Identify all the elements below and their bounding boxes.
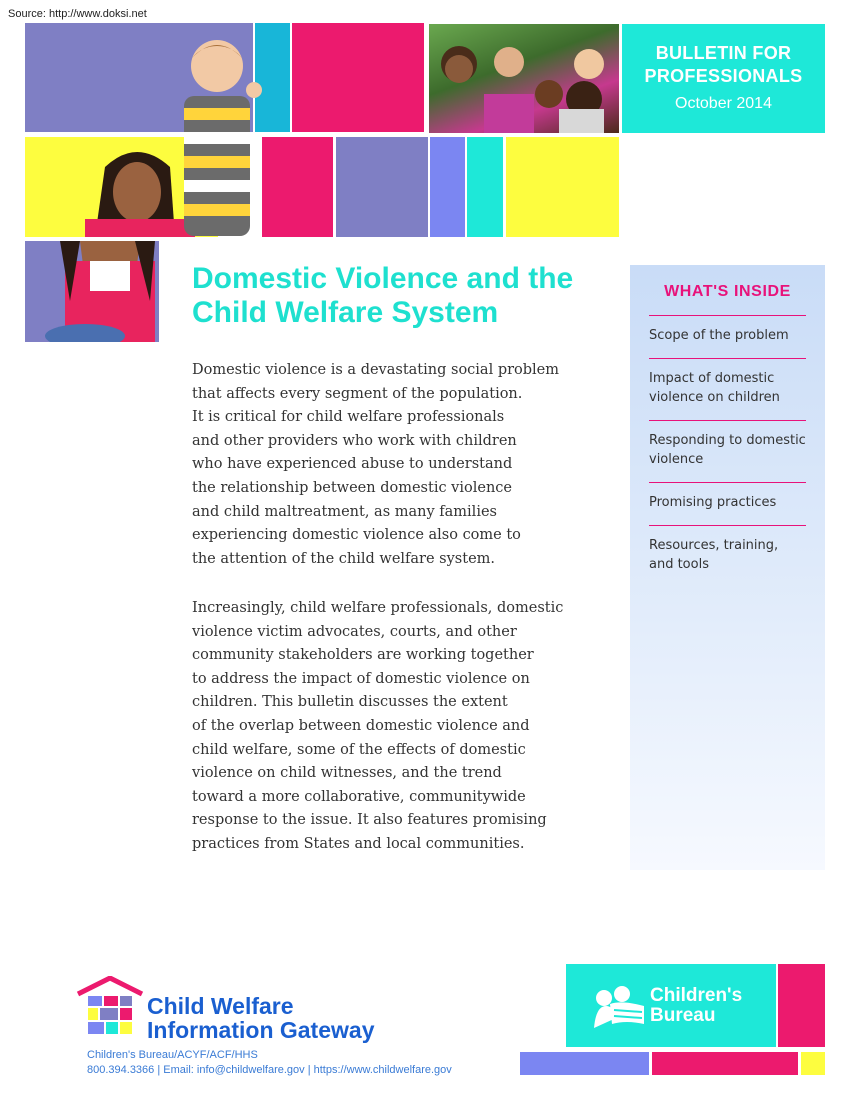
cwig-logo-icon xyxy=(76,976,144,1040)
boy-photo xyxy=(172,28,262,236)
page-title-line1: Domestic Violence and the xyxy=(192,262,574,295)
whats-inside-item[interactable]: Impact of domestic violence on children xyxy=(649,358,806,420)
intro-line: and other providers who work with children xyxy=(192,432,517,449)
bulletin-date: October 2014 xyxy=(675,95,772,112)
bulletin-title xyxy=(622,42,825,88)
whats-inside-item[interactable]: Promising practices xyxy=(649,482,806,525)
whats-inside-list xyxy=(649,315,806,587)
intro-line: Domestic violence is a devastating social problem xyxy=(192,362,560,378)
mosaic-purple-block-2 xyxy=(336,137,428,237)
intro-paragraph xyxy=(192,359,592,571)
footer-magenta-bar xyxy=(652,1052,798,1075)
whats-inside-item[interactable]: Resources, training, and tools xyxy=(649,525,806,587)
bulletin-title-line1: BULLETIN FOR xyxy=(655,43,792,63)
page-title-line2: Child Welfare System xyxy=(192,296,499,329)
footer-org: Children's Bureau/ACYF/ACF/HHS xyxy=(87,1049,258,1061)
whats-inside-heading: WHAT'S INSIDE xyxy=(664,283,791,300)
body-line: violence victim advocates, courts, and other xyxy=(192,623,517,640)
intro-line: experiencing domestic violence also come to xyxy=(192,527,521,544)
body-line: violence on child witnesses, and the trend xyxy=(192,765,502,782)
bulletin-title-line2: PROFESSIONALS xyxy=(644,66,803,86)
cwig-logo-text xyxy=(147,994,374,1042)
mosaic-magenta-block-2 xyxy=(262,137,333,237)
intro-line: and child maltreatment, as many families xyxy=(192,503,497,520)
page-title xyxy=(192,262,602,330)
whats-inside-item[interactable]: Scope of the problem xyxy=(649,315,806,358)
whats-inside-item[interactable]: Responding to domestic violence xyxy=(649,420,806,482)
footer-magenta-block xyxy=(778,964,825,1047)
mosaic-yellow-block xyxy=(506,137,619,237)
intro-line: It is critical for child welfare professionals xyxy=(192,409,505,426)
family-photo xyxy=(429,24,619,133)
intro-line: that affects every segment of the population. xyxy=(192,385,523,402)
body-paragraph xyxy=(192,597,592,857)
intro-line: the relationship between domestic violence xyxy=(192,479,512,496)
mosaic-magenta-block xyxy=(292,23,424,132)
mosaic-teal-block xyxy=(467,137,503,237)
body-line: to address the impact of domestic violence on xyxy=(192,670,530,687)
footer-purple-bar xyxy=(520,1052,649,1075)
source-caption: Source: http://www.doksi.net xyxy=(8,8,147,20)
family-photo-illustration xyxy=(429,24,619,133)
girl-photo-lower xyxy=(25,241,159,342)
intro-line: the attention of the child welfare system. xyxy=(192,550,496,567)
body-line: practices from States and local communities. xyxy=(192,835,525,852)
body-line: child welfare, some of the effects of domestic xyxy=(192,741,526,758)
childrens-bureau-line2: Bureau xyxy=(650,1005,716,1026)
mosaic-blue-block xyxy=(430,137,465,237)
body-line: children. This bulletin discusses the extent xyxy=(192,694,508,711)
cwig-logo-line1: Child Welfare xyxy=(147,993,294,1019)
body-line: community stakeholders are working together xyxy=(192,647,534,664)
cwig-logo-line2: Information Gateway xyxy=(147,1017,375,1043)
body-line: response to the issue. It also features promising xyxy=(192,812,547,829)
footer-yellow-bar xyxy=(801,1052,825,1075)
childrens-bureau-emblem-icon xyxy=(592,984,646,1028)
childrens-bureau-text xyxy=(650,986,742,1026)
intro-line: who have experienced abuse to understand xyxy=(192,456,513,473)
footer-contact xyxy=(87,1048,452,1078)
bulletin-header-box xyxy=(622,24,825,133)
body-line: toward a more collaborative, communitywide xyxy=(192,788,526,805)
childrens-bureau-line1: Children's xyxy=(650,985,743,1006)
body-line: of the overlap between domestic violence and xyxy=(192,717,530,734)
footer-contact-line[interactable]: 800.394.3366 | Email: info@childwelfare.gov | https://www.childwelfare.gov xyxy=(87,1064,452,1076)
whats-inside-panel xyxy=(630,265,825,870)
body-line: Increasingly, child welfare professionals, domestic xyxy=(192,600,564,616)
childrens-bureau-logo-box xyxy=(566,964,776,1047)
